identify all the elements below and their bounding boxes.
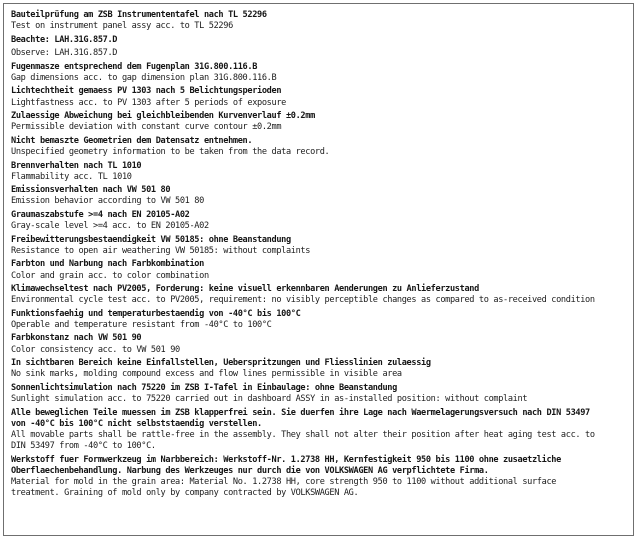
spec-text-panel: [3, 3, 634, 536]
spec-line: Test on instrument panel assy acc. to TL 52296: [11, 21, 233, 32]
spec-group: [11, 136, 633, 158]
spec-group: [11, 235, 633, 257]
spec-line: Fugenmasze entsprechend dem Fugenplan 31G.800.116.B: [11, 61, 258, 72]
spec-line: Emissionsverhalten nach VW 501 80: [11, 185, 171, 196]
spec-group: [11, 111, 633, 133]
spec-line: Observe: LAH.31G.857.D: [11, 48, 118, 59]
spec-line: Gap dimensions acc. to gap dimension plan 31G.800.116.B: [11, 72, 277, 83]
spec-group: [11, 455, 633, 500]
spec-line: Material for mold in the grain area: Material No. 1.2738 HH, core strength 950 to 1100 without additional surface: [11, 477, 557, 488]
spec-line: Oberflaechenbehandlung. Narbung des Werkzeuges nur durch die von VOLKSWAGEN AG verpflichtete Firma.: [11, 465, 489, 476]
spec-line: Gray-scale level >=4 acc. to EN 20105-A02: [11, 221, 209, 232]
spec-group: [11, 86, 633, 108]
spec-line: Farbton und Narbung nach Farbkombination: [11, 259, 204, 270]
spec-line: Lightfastness acc. to PV 1303 after 5 periods of exposure: [11, 97, 286, 108]
spec-line: Color and grain acc. to color combination: [11, 270, 209, 281]
spec-group: [11, 284, 633, 306]
spec-line: In sichtbaren Bereich keine Einfallstellen, Ueberspritzungen und Fliesslinien zulaessig: [11, 358, 431, 369]
spec-group: [11, 48, 633, 59]
spec-line: DIN 53497 from -40°C to 100°C.: [11, 441, 156, 452]
spec-line: Zulaessige Abweichung bei gleichbleibenden Kurvenverlauf ±0.2mm: [11, 111, 315, 122]
spec-group: [11, 333, 633, 355]
spec-line: Alle beweglichen Teile muessen im ZSB klapperfrei sein. Sie duerfen ihre Lage nach Waermelagerungsversuch nach DIN 53497: [11, 407, 590, 418]
spec-line: Resistance to open air weathering VW 50185: without complaints: [11, 245, 311, 256]
spec-group: [11, 259, 633, 281]
spec-line: von -40°C bis 100°C nicht selbststaendig verstellen.: [11, 418, 262, 429]
spec-line: Nicht bemaszte Geometrien dem Datensatz entnehmen.: [11, 135, 253, 146]
spec-line: Color consistency acc. to VW 501 90: [11, 344, 180, 355]
spec-group: [11, 309, 633, 331]
spec-line: Graumaszabstufe >=4 nach EN 20105-A02: [11, 209, 190, 220]
spec-group: [11, 161, 633, 183]
spec-line: Freibewitterungsbestaendigkeit VW 50185: ohne Beanstandung: [11, 234, 291, 245]
spec-group: [11, 408, 633, 453]
spec-group: [11, 185, 633, 207]
spec-line: Flammability acc. TL 1010: [11, 171, 132, 182]
spec-line: All movable parts shall be rattle-free in the assembly. They shall not alter their position after heat aging test acc. to: [11, 429, 595, 440]
spec-group: [11, 358, 633, 380]
spec-group: [11, 10, 633, 32]
spec-line: Brennverhalten nach TL 1010: [11, 160, 142, 171]
spec-group: [11, 383, 633, 405]
spec-group: [11, 35, 633, 46]
spec-line: Beachte: LAH.31G.857.D: [11, 34, 118, 45]
spec-line: Operable and temperature resistant from -40°C to 100°C: [11, 319, 272, 330]
spec-line: Unspecified geometry information to be taken from the data record.: [11, 147, 330, 158]
spec-line: Bauteilprüfung am ZSB Instrumententafel nach TL 52296: [11, 10, 267, 20]
spec-line: Permissible deviation with constant curve contour ±0.2mm: [11, 122, 282, 133]
spec-line: Werkstoff fuer Formwerkzeug im Narbbereich: Werkstoff-Nr. 1.2738 HH, Kernfestigkeit 950 bis 1100 ohne zusaetzliche: [11, 454, 561, 465]
spec-line: Sonnenlichtsimulation nach 75220 im ZSB I-Tafel in Einbaulage: ohne Beanstandung: [11, 382, 397, 393]
spec-line: Sunlight simulation acc. to 75220 carried out in dashboard ASSY in as-installed position: without complaint: [11, 394, 528, 405]
spec-line: Emission behavior according to VW 501 80: [11, 196, 204, 207]
spec-line: treatment. Graining of mold only by company contracted by VOLKSWAGEN AG.: [11, 488, 359, 499]
spec-line: Environmental cycle test acc. to PV2005, requirement: no visibly perceptible changes as compared to as-received condition: [11, 295, 595, 306]
spec-line: Farbkonstanz nach VW 501 90: [11, 333, 142, 344]
spec-line: Funktionsfaehig und temperaturbestaendig von -40°C bis 100°C: [11, 308, 301, 319]
spec-group: [11, 62, 633, 84]
spec-line: Lichtechtheit gemaess PV 1303 nach 5 Belichtungsperioden: [11, 86, 282, 97]
spec-group: [11, 210, 633, 232]
spec-line: Klimawechseltest nach PV2005, Forderung: keine visuell erkennbaren Aenderungen zu Anlieferzustand: [11, 284, 479, 295]
spec-line: No sink marks, molding compound excess and flow lines permissible in visible area: [11, 369, 402, 380]
